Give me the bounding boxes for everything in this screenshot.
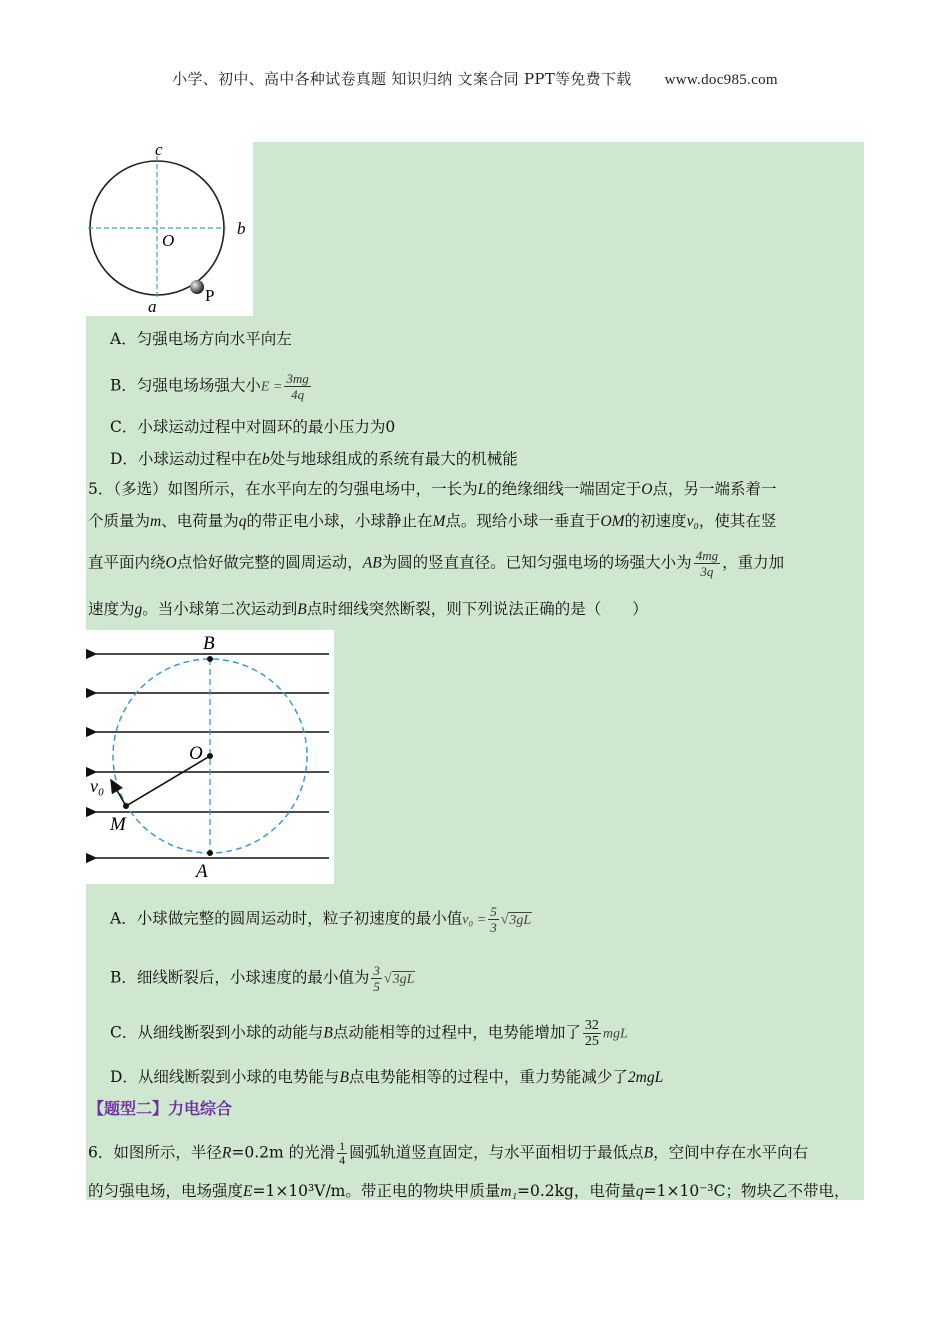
q4-b-math-lhs: E = (260, 379, 283, 395)
q6-line-1 (88, 1140, 808, 1167)
q5-l2-M: M (432, 513, 446, 530)
section-title: 【题型二】力电综合 (88, 1099, 233, 1118)
q6-l1-R: R (221, 1144, 232, 1162)
q5-a-num: 5 (490, 904, 497, 919)
figure-electric-field (86, 630, 334, 884)
q5-l3-O: O (165, 554, 177, 572)
q5-b-den: 5 (373, 979, 380, 994)
q6-l1-den: 4 (339, 1153, 346, 1167)
q5-l3-num: 4mg (695, 548, 719, 563)
q5-l3-den: 3q (694, 563, 720, 579)
q5-c-prefix: C．从细线断裂到小球的动能与 (110, 1023, 324, 1042)
q5-l3c: 为圆的竖直直径。已知匀强电场的场强大小为 (381, 553, 692, 572)
q5-d-mid: 点电势能相等的过程中，重力势能减少了 (348, 1068, 628, 1086)
q4-option-b-text: B．匀强电场场强大小 (110, 376, 261, 395)
q5-b-sqrt: √3gL (383, 971, 415, 987)
q5-c-num: 32 (584, 1018, 599, 1033)
q4-option-a: A．匀强电场方向水平向左 (110, 330, 292, 348)
q4-option-c: C．小球运动过程中对圆环的最小压力为0 (110, 418, 396, 436)
label-A: A (196, 861, 208, 882)
q5-line-4 (88, 598, 648, 621)
label-c: c (155, 142, 163, 159)
q5-l2-m: m (150, 513, 162, 530)
q5-option-a (110, 904, 532, 935)
page-header (0, 68, 950, 89)
q5-c-mid: 点动能相等的过程中，电势能增加了 (332, 1023, 581, 1042)
q6-l1d: ，空间中存在水平向右 (653, 1143, 809, 1162)
q5-b-rad: 3gL (392, 971, 415, 987)
label-M: M (110, 814, 126, 835)
q6-l2-q: q (635, 1183, 644, 1200)
q5-l4c: 点时细线突然断裂，则下列说法正确的是（ ） (306, 600, 648, 618)
q4-d-prefix: D．小球运动过程中在 (110, 450, 262, 468)
ball-p (190, 280, 204, 294)
q5-d-prefix: D．从细线断裂到小球的电势能与 (110, 1068, 340, 1086)
label-B: B (203, 633, 215, 654)
q5-l2d: 点。现给小球一垂直于 (445, 512, 601, 530)
q5-l4-B: B (297, 601, 307, 618)
q4-d-suffix: 处与地球组成的系统有最大的机械能 (269, 450, 518, 468)
q5-a-rad: 3gL (509, 912, 532, 928)
q5-option-c (110, 1018, 628, 1049)
q5-l2-OM: OM (600, 513, 625, 530)
q6-l2a: 的匀强电场，电场强度 (88, 1182, 244, 1200)
q5-l1b: 的绝缘细线一端固定于 (486, 480, 642, 498)
q5-l2f: ，使其在竖 (698, 512, 777, 530)
label-a: a (148, 297, 157, 316)
q5-l3-AB: AB (362, 554, 382, 572)
point-b (207, 656, 213, 662)
q5-a-sqrt: √3gL (500, 912, 532, 928)
point-a (207, 850, 213, 856)
header-site: www.doc985.com (664, 72, 778, 88)
q5-l3d: ，重力加 (722, 553, 785, 572)
q5-line-3 (88, 548, 784, 579)
point-o (207, 753, 213, 759)
q5-l4b: 。当小球第二次运动到 (142, 600, 298, 618)
q5-option-d (110, 1066, 663, 1089)
q5-l2b: 、电荷量为 (161, 512, 239, 530)
label-v0: v₀ (90, 776, 105, 796)
q5-l3-fraction (694, 548, 720, 579)
q4-option-d (110, 448, 518, 471)
q5-c-den: 25 (584, 1034, 599, 1049)
q4-d-var: b (261, 451, 270, 468)
q5-l1-O: O (641, 481, 653, 498)
q5-a-den: 3 (490, 920, 497, 935)
q5-l4a: 速度为 (88, 600, 135, 618)
q6-l1c: 圆弧轨道竖直固定，与水平面相切于最低点 (349, 1143, 644, 1162)
q6-l1-num: 1 (339, 1139, 346, 1153)
q4-option-b (110, 371, 313, 402)
q4-b-fraction (284, 371, 310, 402)
q5-a-fraction (488, 904, 499, 935)
q5-a-lhs: v₀ = (462, 912, 487, 928)
q6-l2-E: E (243, 1183, 253, 1200)
q5-l3b: 点恰好做完整的圆周运动， (176, 553, 363, 572)
q6-l1-B: B (643, 1144, 654, 1162)
q5-d-val: 2mgL (627, 1069, 664, 1086)
point-m (123, 803, 129, 809)
q5-option-b (110, 963, 415, 994)
label-b: b (237, 219, 246, 238)
q5-l2-v0: v₀ (686, 513, 699, 530)
q5-l1-L: L (477, 481, 487, 498)
q5-l2a: 个质量为 (88, 512, 151, 530)
q5-b-prefix: B．细线断裂后，小球速度的最小值为 (110, 968, 370, 987)
q6-l2b: =1×10³V/m。带正电的物块甲质量 (252, 1182, 501, 1200)
q5-a-prefix: A．小球做完整的圆周运动时，粒子初速度的最小值 (110, 909, 463, 928)
label-o: O (162, 231, 175, 250)
q6-l2-m1: m₁ (500, 1183, 517, 1200)
q5-l1c: 点，另一端系着一 (652, 480, 777, 498)
q5-l4-g: g (134, 601, 143, 618)
q6-l1-fraction (337, 1140, 347, 1167)
q4-b-den: 4q (284, 386, 310, 402)
q5-c-B: B (323, 1024, 333, 1042)
header-text: 小学、初中、高中各种试卷真题 知识归纳 文案合同 PPT等免费下载 (172, 70, 632, 88)
q5-c-fraction (583, 1018, 601, 1049)
q5-line-2 (88, 510, 776, 533)
label-O: O (189, 743, 203, 764)
q6-line-2 (88, 1180, 850, 1203)
q4-b-num: 3mg (286, 371, 309, 386)
q6-l2d: =1×10⁻³C；物块乙不带电， (643, 1182, 850, 1200)
q5-line-1 (88, 478, 776, 501)
q6-l2c: =0.2kg，电荷量 (516, 1182, 636, 1200)
q5-l2e: 的初速度 (624, 512, 687, 530)
q6-l1b: =0.2m 的光滑 (231, 1143, 336, 1162)
q5-l2-q: q (238, 513, 247, 530)
q5-l3a: 直平面内绕 (88, 553, 166, 572)
q6-l1a: 6．如图所示，半径 (88, 1143, 222, 1162)
q5-b-num: 3 (373, 963, 380, 978)
q5-l2c: 的带正电小球，小球静止在 (246, 512, 433, 530)
q5-c-tail: mgL (602, 1026, 628, 1042)
q5-l1a: 5．（多选）如图所示，在水平向左的匀强电场中，一长为 (88, 480, 478, 498)
q5-b-fraction (371, 963, 382, 994)
q5-d-B: B (339, 1069, 349, 1086)
figure-circle-ring (86, 142, 253, 316)
label-p: P (205, 286, 215, 305)
velocity-arrow (111, 780, 126, 806)
